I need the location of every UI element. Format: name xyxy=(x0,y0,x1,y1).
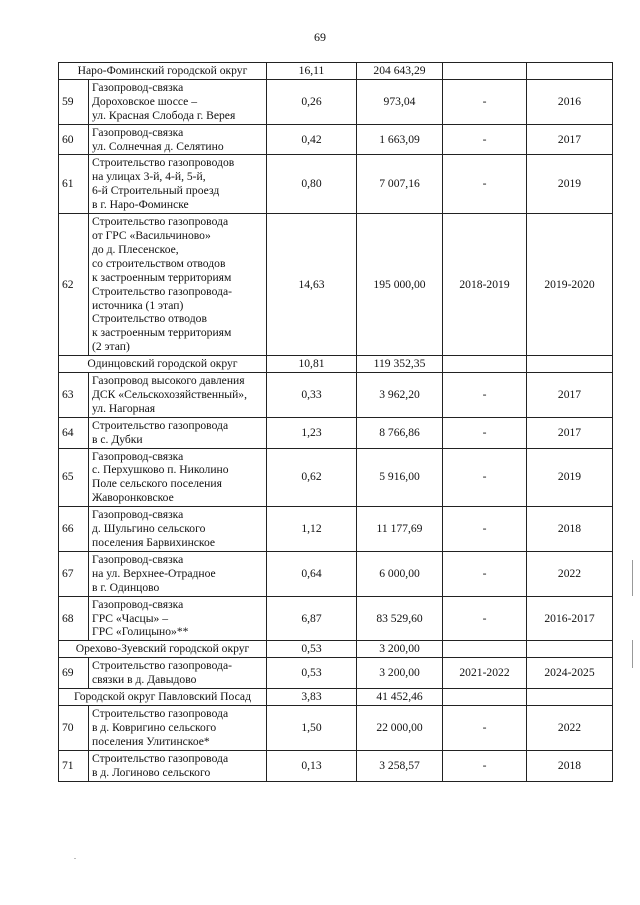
object-name-line: Строительство газопроводов xyxy=(92,156,235,170)
object-name-line: в с. Дубки xyxy=(92,432,143,446)
object-name-line: ДСК «Сельскохозяйственный», xyxy=(92,387,247,401)
construction-period: 2019 xyxy=(527,448,613,507)
cost: 41 452,46 xyxy=(357,689,443,706)
object-name-line: к застроенным территориям xyxy=(92,326,232,340)
table-row xyxy=(59,79,613,124)
object-name-line: на улицах 3-й, 4-й, 5-й, xyxy=(92,170,206,184)
object-name xyxy=(89,705,267,750)
object-name-line: Газопровод-связка xyxy=(92,552,184,566)
design-period xyxy=(443,63,527,80)
cost: 22 000,00 xyxy=(357,705,443,750)
design-period: - xyxy=(443,155,527,214)
object-name-line: Строительство газопровода xyxy=(92,215,229,229)
row-number: 59 xyxy=(59,79,89,124)
object-name xyxy=(89,448,267,507)
cost: 973,04 xyxy=(357,79,443,124)
table-row xyxy=(59,448,613,507)
design-period: - xyxy=(443,596,527,641)
construction-period: 2017 xyxy=(527,417,613,448)
construction-period: 2018 xyxy=(527,507,613,552)
object-name-line: 6-й Строительный проезд xyxy=(92,184,220,198)
object-name xyxy=(89,373,267,418)
object-name-line: в д. Логиново сельского xyxy=(92,765,211,779)
object-name-line: ул. Солнечная д. Селятино xyxy=(92,139,224,153)
object-name-line: Строительство газопровода xyxy=(92,751,229,765)
object-name xyxy=(89,750,267,781)
table-row xyxy=(59,750,613,781)
cost: 8 766,86 xyxy=(357,417,443,448)
object-name-line: в д. Ковригино сельского xyxy=(92,720,217,734)
object-name-line: на ул. Верхнее-Отрадное xyxy=(92,566,216,580)
group-name: Одинцовский городской округ xyxy=(59,356,267,373)
object-name-line: Газопровод-связка xyxy=(92,597,184,611)
design-period: - xyxy=(443,448,527,507)
object-name-line: Строительство газопровода xyxy=(92,706,229,720)
row-number: 62 xyxy=(59,214,89,356)
design-period: - xyxy=(443,507,527,552)
group-row xyxy=(59,356,613,373)
table-row xyxy=(59,596,613,641)
group-name: Городской округ Павловский Посад xyxy=(59,689,267,706)
construction-period: 2019 xyxy=(527,155,613,214)
object-name-line: Газопровод-связка xyxy=(92,508,184,522)
group-name: Орехово-Зуевский городской округ xyxy=(59,641,267,658)
row-number: 69 xyxy=(59,658,89,689)
design-period: - xyxy=(443,124,527,155)
scan-artifact xyxy=(632,640,633,668)
design-period: - xyxy=(443,750,527,781)
row-number: 65 xyxy=(59,448,89,507)
object-name-line: в г. Одинцово xyxy=(92,580,160,594)
length-km: 14,63 xyxy=(267,214,357,356)
construction-period: 2022 xyxy=(527,705,613,750)
object-name xyxy=(89,79,267,124)
cost: 119 352,35 xyxy=(357,356,443,373)
object-name-line: источника (1 этап) xyxy=(92,298,184,312)
construction-period: 2019-2020 xyxy=(527,214,613,356)
group-row xyxy=(59,689,613,706)
table-row xyxy=(59,658,613,689)
construction-period xyxy=(527,641,613,658)
object-name xyxy=(89,214,267,356)
cost: 5 916,00 xyxy=(357,448,443,507)
design-period: - xyxy=(443,551,527,596)
design-period xyxy=(443,641,527,658)
construction-period: 2016 xyxy=(527,79,613,124)
length-km: 0,33 xyxy=(267,373,357,418)
object-name-line: Поле сельского поселения xyxy=(92,477,222,491)
object-name-line: ул. Нагорная xyxy=(92,401,156,415)
object-name-line: Строительство газопровода- xyxy=(92,284,232,298)
object-name-line: Строительство газопровода xyxy=(92,418,229,432)
cost: 3 962,20 xyxy=(357,373,443,418)
row-number: 68 xyxy=(59,596,89,641)
construction-period: 2017 xyxy=(527,373,613,418)
row-number: 71 xyxy=(59,750,89,781)
table-row xyxy=(59,155,613,214)
object-name xyxy=(89,155,267,214)
construction-period xyxy=(527,63,613,80)
length-km: 10,81 xyxy=(267,356,357,373)
table-row xyxy=(59,551,613,596)
length-km: 16,11 xyxy=(267,63,357,80)
group-name: Наро-Фоминский городской округ xyxy=(59,63,267,80)
row-number: 67 xyxy=(59,551,89,596)
cost: 204 643,29 xyxy=(357,63,443,80)
table-row xyxy=(59,705,613,750)
object-name-line: ГРС «Голицыно»** xyxy=(92,625,189,639)
group-row xyxy=(59,641,613,658)
object-name-line: д. Шульгино сельского xyxy=(92,522,206,536)
object-name-line: от ГРС «Васильчиново» xyxy=(92,228,211,242)
cost: 195 000,00 xyxy=(357,214,443,356)
object-name xyxy=(89,551,267,596)
object-name-line: ул. Красная Слобода г. Верея xyxy=(92,108,236,122)
design-period: - xyxy=(443,417,527,448)
construction-period xyxy=(527,356,613,373)
cost: 3 200,00 xyxy=(357,641,443,658)
length-km: 0,62 xyxy=(267,448,357,507)
construction-period xyxy=(527,689,613,706)
length-km: 0,26 xyxy=(267,79,357,124)
length-km: 0,53 xyxy=(267,658,357,689)
design-period: - xyxy=(443,373,527,418)
row-number: 60 xyxy=(59,124,89,155)
length-km: 0,13 xyxy=(267,750,357,781)
length-km: 0,80 xyxy=(267,155,357,214)
object-name-line: поселения Улитинское* xyxy=(92,734,210,748)
object-name-line: со строительством отводов xyxy=(92,256,226,270)
object-name-line: до д. Плесенское, xyxy=(92,242,179,256)
length-km: 0,42 xyxy=(267,124,357,155)
group-row xyxy=(59,63,613,80)
table-row xyxy=(59,124,613,155)
length-km: 1,50 xyxy=(267,705,357,750)
table-row xyxy=(59,417,613,448)
construction-period: 2022 xyxy=(527,551,613,596)
row-number: 61 xyxy=(59,155,89,214)
gas-pipeline-table xyxy=(58,62,613,782)
object-name xyxy=(89,596,267,641)
page-number: 69 xyxy=(314,30,326,44)
object-name-line: Строительство отводов xyxy=(92,312,207,326)
object-name-line: Газопровод-связка xyxy=(92,80,184,94)
design-period: 2021-2022 xyxy=(443,658,527,689)
object-name-line: Газопровод-связка xyxy=(92,125,184,139)
object-name-line: связки в д. Давыдово xyxy=(92,673,197,687)
design-period xyxy=(443,356,527,373)
length-km: 0,64 xyxy=(267,551,357,596)
construction-period: 2018 xyxy=(527,750,613,781)
object-name-line: Газопровод-связка xyxy=(92,449,184,463)
cost: 3 200,00 xyxy=(357,658,443,689)
row-number: 66 xyxy=(59,507,89,552)
scan-artifact xyxy=(632,560,633,596)
object-name xyxy=(89,124,267,155)
object-name-line: Строительство газопровода- xyxy=(92,659,232,673)
object-name-line: Дороховское шоссе – xyxy=(92,94,198,108)
row-number: 64 xyxy=(59,417,89,448)
design-period: 2018-2019 xyxy=(443,214,527,356)
design-period xyxy=(443,689,527,706)
design-period: - xyxy=(443,79,527,124)
design-period: - xyxy=(443,705,527,750)
object-name-line: Жаворонковское xyxy=(92,491,174,505)
table-row xyxy=(59,373,613,418)
cost: 7 007,16 xyxy=(357,155,443,214)
object-name-line: с. Перхушково п. Николино xyxy=(92,463,229,477)
cost: 3 258,57 xyxy=(357,750,443,781)
object-name-line: поселения Барвихинское xyxy=(92,536,216,549)
length-km: 0,53 xyxy=(267,641,357,658)
scan-dot xyxy=(74,858,76,859)
length-km: 3,83 xyxy=(267,689,357,706)
table-row xyxy=(59,507,613,552)
object-name-line: Газопровод высокого давления xyxy=(92,374,245,388)
table-body xyxy=(59,63,613,782)
cost: 6 000,00 xyxy=(357,551,443,596)
object-name-line: (2 этап) xyxy=(92,340,130,354)
table-row xyxy=(59,214,613,356)
cost: 11 177,69 xyxy=(357,507,443,552)
length-km: 1,12 xyxy=(267,507,357,552)
object-name-line: ГРС «Часцы» – xyxy=(92,611,169,625)
object-name-line: в г. Наро-Фоминске xyxy=(92,198,189,212)
construction-period: 2016-2017 xyxy=(527,596,613,641)
object-name xyxy=(89,658,267,689)
cost: 1 663,09 xyxy=(357,124,443,155)
cost: 83 529,60 xyxy=(357,596,443,641)
row-number: 70 xyxy=(59,705,89,750)
length-km: 6,87 xyxy=(267,596,357,641)
length-km: 1,23 xyxy=(267,417,357,448)
construction-period: 2017 xyxy=(527,124,613,155)
row-number: 63 xyxy=(59,373,89,418)
object-name xyxy=(89,417,267,448)
construction-period: 2024-2025 xyxy=(527,658,613,689)
object-name-line: к застроенным территориям xyxy=(92,270,232,284)
object-name xyxy=(89,507,267,552)
